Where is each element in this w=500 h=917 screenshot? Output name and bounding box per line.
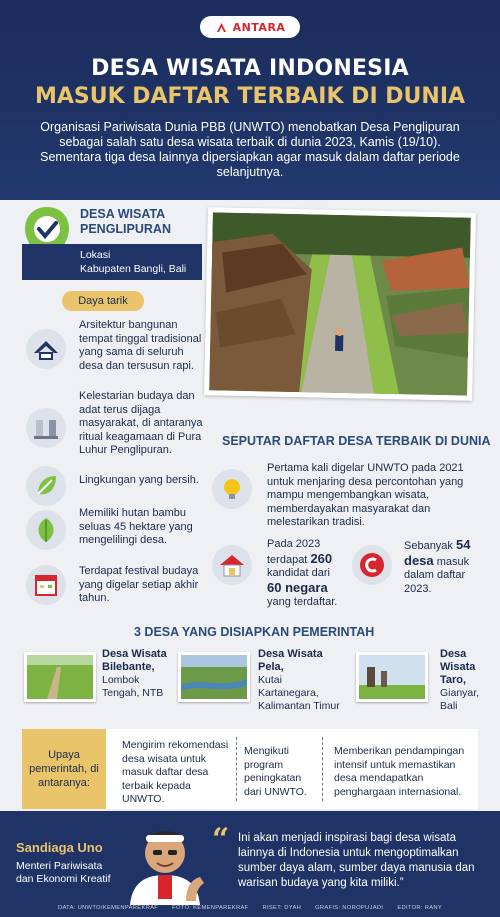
pela-name [258, 648, 323, 674]
lokasi-label: Lokasi [80, 249, 111, 261]
credit-foto: FOTO: KEMENPAREKRAF [172, 905, 249, 911]
credit-data: DATA: UNWTO/KEMENPAREKRAF [57, 905, 159, 911]
logo-text: ANTARA [232, 20, 286, 34]
penglipuran-title [80, 207, 205, 237]
minister-role [16, 860, 111, 886]
tiga-desa-title: 3 DESA YANG DISIAPKAN PEMERINTAH [134, 625, 375, 639]
seputar-item-2-line1: Pada 2023 [267, 538, 321, 550]
page-subtitle: MASUK DAFTAR TERBAIK DI DUNIA [34, 84, 466, 109]
country-count: 60 negara [267, 579, 328, 595]
seputar-item-2-line2: terdapat [267, 553, 308, 566]
feature-text-5: Terdapat festival budaya yang digelar setiap akhir tahun. [79, 565, 199, 604]
seputar-item-2 [267, 538, 362, 610]
lokasi-value: Kabupaten Bangli, Bali [80, 263, 187, 275]
seputar-item-2-line3: kandidat dari [267, 567, 330, 579]
badge-c-icon [352, 545, 392, 585]
village-street-image [209, 212, 471, 395]
credit-riset: RISET: DYAH [262, 905, 302, 911]
feature-text-2: Kelestarian budaya dan adat terus dijaga masyarakat, di antaranya ritual keagamaan di Pura Luhur Penglipuran. [79, 390, 203, 456]
upaya-item-3: Memberikan pendampingan intensif untuk memastikan desa mendapatkan penghargaan internasional. [334, 745, 465, 798]
seputar-item-3-line1: Sebanyak [404, 540, 453, 552]
minister-role-line1: Menteri Pariwisata [16, 860, 103, 872]
feature-text-4: Memiliki hutan bambu seluas 45 hektare yang mengelilingi desa. [79, 507, 193, 546]
antara-logo[interactable] [200, 16, 300, 38]
quote-mark-icon: “ [212, 822, 230, 857]
leaf-icon [26, 510, 66, 550]
pela-name-line2: Pela, [258, 661, 284, 673]
seputar-title: SEPUTAR DAFTAR DESA TERBAIK DI DUNIA [222, 434, 491, 448]
divider [322, 737, 323, 801]
pela-loc-line3: Kalimantan Timur [258, 700, 340, 712]
pela-loc-line1: Kutai [258, 674, 282, 686]
seputar-item-3-line3: dalam daftar [404, 569, 466, 581]
penglipuran-title-line1: DESA WISATA [80, 207, 166, 221]
pela-location [258, 674, 340, 713]
taro-photo [356, 652, 428, 702]
credits-bar [0, 905, 500, 911]
bilebante-name-line2: Bilebante, [102, 661, 155, 673]
page-title: DESA WISATA INDONESIA [91, 56, 409, 81]
taro-name-line3: Taro, [440, 674, 467, 686]
taro-name [440, 648, 475, 687]
minister-portrait [120, 813, 210, 905]
penglipuran-photo [204, 207, 476, 401]
bilebante-location [102, 674, 163, 700]
credit-editor: EDITOR: RANY [397, 905, 443, 911]
taro-name-line1: Desa [440, 648, 467, 660]
pela-photo [178, 652, 250, 702]
daya-tarik-badge: Daya tarik [62, 291, 144, 311]
seputar-item-3 [404, 538, 484, 596]
divider [236, 737, 237, 801]
clean-leaf-icon [26, 466, 66, 506]
seputar-item-3-line4: 2023. [404, 582, 432, 595]
calendar-icon [26, 565, 66, 605]
minister-name: Sandiaga Uno [16, 840, 103, 855]
feature-text-3: Lingkungan yang bersih. [79, 474, 199, 486]
temple-gate-icon [26, 408, 66, 448]
taro-location [440, 687, 479, 713]
lokasi-box [22, 244, 202, 280]
minister-role-line2: dan Ekonomi Kreatif [16, 873, 111, 885]
upaya-item-1: Mengirim rekomendasi desa wisata untuk masuk daftar desa terbaik kepada UNWTO. [122, 739, 229, 805]
intro-paragraph: Organisasi Pariwisata Dunia PBB (UNWTO) menobatkan Desa Penglipuran sebagai salah satu desa wisata terbaik di dunia 2023, Kamis (19/10). Sementara tiga desa lainnya dipersiapkan agar masuk dalam daftar periode selanjutnya. [40, 120, 460, 179]
bilebante-loc-line2: Tengah, NTB [102, 687, 164, 699]
antara-logo-icon [215, 21, 228, 34]
upaya-label-box [22, 729, 106, 809]
minister-quote: Ini akan menjadi inspirasi bagi desa wisata lainnya di Indonesia untuk mengoptimalkan sumber daya alam, sumber daya manusia dan warisan budaya yang kita miliki.” [238, 832, 475, 889]
desa-count: 54 [456, 537, 471, 552]
pela-loc-line2: Kartanegara, [258, 687, 319, 699]
bilebante-loc-line1: Lombok [102, 674, 140, 686]
seputar-item-1: Pertama kali digelar UNWTO pada 2021 untuk menjaring desa percontohan yang mampu mengembangkan wisata, memberdayakan masyarakat dan melestarikan tradisi. [267, 462, 464, 528]
penglipuran-title-line2: PENGLIPURAN [80, 222, 171, 236]
seputar-item-3-masuk: masuk [436, 555, 470, 568]
taro-loc-line2: Bali [440, 700, 458, 712]
lightbulb-icon [212, 469, 252, 509]
feature-text-1: Arsitektur bangunan tempat tinggal tradisional yang sama di seluruh desa dan tersusun rapi. [79, 319, 202, 372]
taro-loc-line1: Gianyar, [440, 687, 480, 699]
credit-grafis: GRAFIS: NOROPUJADI [315, 905, 384, 911]
bilebante-name-line1: Desa Wisata [102, 648, 167, 660]
upaya-item-2: Mengikuti program peningkatan dari UNWTO. [244, 745, 307, 798]
pela-name-line1: Desa Wisata [258, 648, 323, 660]
bilebante-name [102, 648, 167, 674]
upaya-label: Upaya pemerintah, di antaranya: [29, 749, 99, 789]
house-icon [212, 545, 252, 585]
seputar-item-2-line5: yang terdaftar. [267, 596, 338, 608]
taro-name-line2: Wisata [440, 661, 476, 673]
bilebante-photo [24, 652, 96, 702]
house-roof-icon [26, 329, 66, 369]
seputar-item-3-desa: desa [404, 552, 434, 568]
candidate-count: 260 [310, 550, 333, 566]
